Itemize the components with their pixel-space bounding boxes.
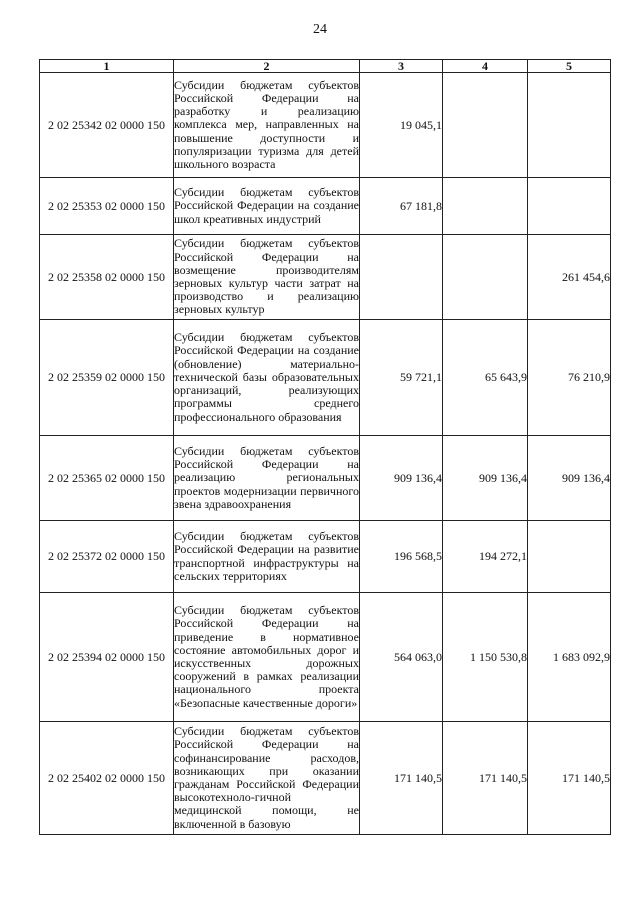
budget-code: 2 02 25342 02 0000 150 [40, 73, 174, 178]
budget-code: 2 02 25394 02 0000 150 [40, 593, 174, 722]
table-row [40, 436, 611, 521]
value-col3: 196 568,5 [360, 521, 443, 593]
row-description: Субсидии бюджетам субъектов Российской Федерации на приведение в нормативное состояние автомобильных дорог и искусственных дорожных сооружений в рамках реализации национального проекта «Безопасные качественные дороги» [174, 603, 359, 710]
column-header-3: 3 [360, 60, 443, 73]
row-description: Субсидии бюджетам субъектов Российской Федерации на реализацию региональных проектов модернизации первичного звена здравоохранения [174, 443, 359, 511]
budget-code: 2 02 25402 02 0000 150 [40, 722, 174, 835]
budget-code: 2 02 25359 02 0000 150 [40, 320, 174, 436]
budget-code: 2 02 25358 02 0000 150 [40, 235, 174, 320]
page-number: 24 [313, 22, 327, 37]
value-col3: 67 181,8 [360, 178, 443, 235]
table-row [40, 593, 611, 722]
value-col5 [528, 178, 611, 235]
row-description: Субсидии бюджетам субъектов Российской Федерации на развитие транспортной инфраструктуры на сельских территориях [174, 529, 359, 583]
row-description: Субсидии бюджетам субъектов Российской Федерации на создание (обновление) материально-технической базы образовательных организаций, реализующих программы среднего профессионального образования [174, 330, 359, 424]
value-col3: 564 063,0 [360, 593, 443, 722]
value-col4: 909 136,4 [443, 436, 528, 521]
table-row [40, 235, 611, 320]
value-col3: 19 045,1 [360, 73, 443, 178]
table-row [40, 73, 611, 178]
budget-code: 2 02 25372 02 0000 150 [40, 521, 174, 593]
value-col4: 1 150 530,8 [443, 593, 528, 722]
table-row [40, 320, 611, 436]
budget-table [39, 59, 611, 835]
row-description: Субсидии бюджетам субъектов Российской Федерации на создание школ креативных индустрий [174, 185, 359, 226]
budget-code: 2 02 25365 02 0000 150 [40, 436, 174, 521]
row-description: Субсидии бюджетам субъектов Российской Федерации на разработку и реализацию комплекса мер, направленных на повышение доступности и популяризации туризма для детей школьного возраста [174, 77, 359, 171]
column-header-1: 1 [40, 60, 174, 73]
value-col4 [443, 73, 528, 178]
value-col5: 261 454,6 [528, 235, 611, 320]
value-col3 [360, 235, 443, 320]
value-col4 [443, 178, 528, 235]
value-col4: 65 643,9 [443, 320, 528, 436]
value-col3: 59 721,1 [360, 320, 443, 436]
value-col4: 171 140,5 [443, 722, 528, 835]
value-col5: 909 136,4 [528, 436, 611, 521]
value-col5: 1 683 092,9 [528, 593, 611, 722]
value-col5: 76 210,9 [528, 320, 611, 436]
value-col5 [528, 521, 611, 593]
row-description: Субсидии бюджетам субъектов Российской Федерации на возмещение производителям зерновых культур части затрат на производство и реализацию зерновых культур [174, 236, 359, 317]
table-header-row [40, 60, 611, 73]
column-header-4: 4 [443, 60, 528, 73]
value-col4 [443, 235, 528, 320]
column-header-5: 5 [528, 60, 611, 73]
table-row [40, 521, 611, 593]
row-description: Субсидии бюджетам субъектов Российской Федерации на софинансирование расходов, возникающих при оказании гражданам Российской Федерации высокотехноло-гичной медицинской помощи, не включенной в базовую [174, 724, 359, 831]
value-col5: 171 140,5 [528, 722, 611, 835]
value-col4: 194 272,1 [443, 521, 528, 593]
column-header-2: 2 [174, 60, 360, 73]
value-col3: 171 140,5 [360, 722, 443, 835]
budget-code: 2 02 25353 02 0000 150 [40, 178, 174, 235]
table-row [40, 178, 611, 235]
table-row [40, 722, 611, 835]
value-col5 [528, 73, 611, 178]
value-col3: 909 136,4 [360, 436, 443, 521]
